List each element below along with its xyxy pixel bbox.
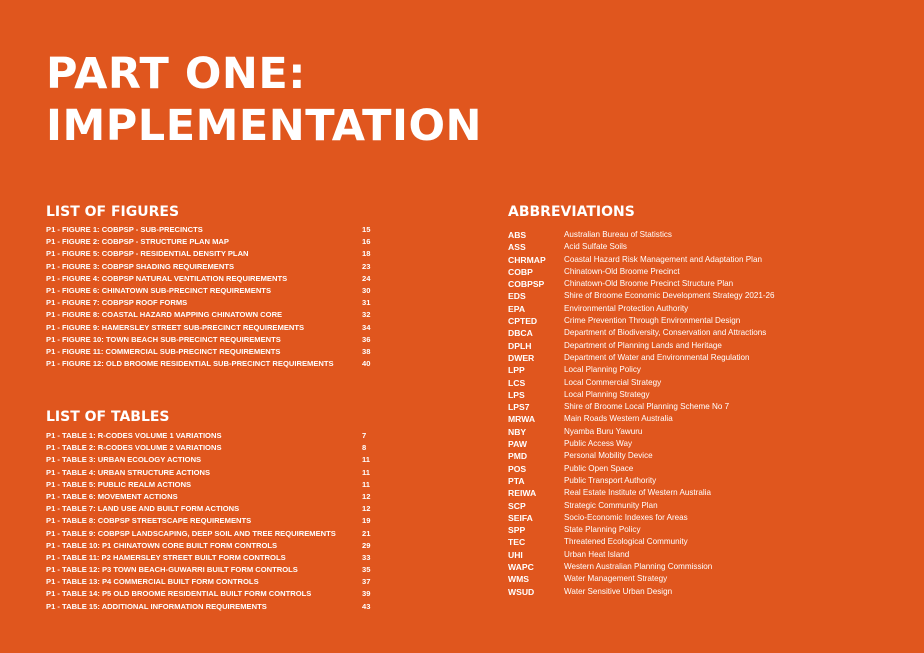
abbreviation-definition: Western Australian Planning Commission: [564, 562, 713, 572]
figure-entry-page-number: 15: [362, 225, 371, 234]
table-entry-page-number: 12: [362, 491, 371, 501]
abbreviation-row: [508, 303, 808, 315]
abbreviation-code: LCS: [508, 377, 526, 388]
figure-entry-page-number: 30: [362, 285, 371, 295]
abbreviation-definition: Local Planning Strategy: [564, 389, 650, 399]
abbreviation-row: [508, 254, 808, 266]
abbreviation-definition: Chinatown-Old Broome Precinct: [564, 266, 680, 276]
abbreviations-list: [508, 229, 808, 598]
table-entry[interactable]: [46, 528, 378, 540]
table-entry-label: P1 - TABLE 7: LAND USE AND BUILT FORM ACTIONS: [46, 504, 240, 514]
figure-entry-page-number: 40: [362, 359, 371, 369]
table-entry-page-number: 11: [362, 455, 371, 465]
figure-entry-page-number: 23: [362, 261, 371, 271]
abbreviation-row: [508, 229, 808, 241]
table-entry[interactable]: [46, 515, 378, 527]
table-entry-label: P1 - TABLE 15: ADDITIONAL INFORMATION REQUIREMENTS: [46, 601, 267, 611]
figure-entry[interactable]: [46, 309, 378, 321]
table-entry[interactable]: [46, 430, 378, 442]
figure-entry-label: P1 - FIGURE 2: COBPSP - STRUCTURE PLAN MAP: [46, 237, 229, 247]
abbreviation-code: WAPC: [508, 562, 534, 573]
abbreviation-definition: Urban Heat Island: [564, 549, 630, 559]
abbreviation-definition: Shire of Broome Economic Development Strategy 2021-26: [564, 291, 775, 301]
figure-entry-label: P1 - FIGURE 11: COMMERCIAL SUB-PRECINCT REQUIREMENTS: [46, 346, 281, 356]
figure-entry-page-number: 34: [362, 322, 371, 332]
abbreviation-code: MRWA: [508, 414, 536, 425]
abbreviation-code: PAW: [508, 439, 527, 450]
abbreviation-code: TEC: [508, 537, 526, 548]
table-entry-page-number: 12: [362, 504, 371, 514]
table-entry[interactable]: [46, 552, 378, 564]
list-of-figures: [46, 224, 378, 370]
figure-entry-page-number: 24: [362, 273, 371, 283]
abbreviation-row: [508, 450, 808, 462]
figure-entry-label: P1 - FIGURE 1: COBPSP - SUB-PRECINCTS: [46, 225, 203, 234]
table-entry-page-number: 7: [362, 431, 367, 440]
abbreviation-definition: Strategic Community Plan: [564, 500, 658, 510]
table-entry[interactable]: [46, 564, 378, 576]
abbreviation-code: ASS: [508, 242, 526, 253]
figure-entry[interactable]: [46, 346, 378, 358]
abbreviation-definition: Public Transport Authority: [564, 475, 657, 485]
figure-entry-page-number: 38: [362, 346, 371, 356]
abbreviation-code: DWER: [508, 352, 535, 363]
table-entry-page-number: 19: [362, 516, 371, 526]
abbreviation-row: [508, 500, 808, 512]
abbreviation-row: [508, 389, 808, 401]
table-entry[interactable]: [46, 491, 378, 503]
abbreviation-definition: Australian Bureau of Statistics: [564, 230, 672, 239]
table-entry-page-number: 37: [362, 577, 371, 587]
abbreviation-definition: Coastal Hazard Risk Management and Adaptation Plan: [564, 254, 762, 264]
figure-entry[interactable]: [46, 297, 378, 309]
figure-entry-page-number: 18: [362, 249, 371, 259]
abbreviation-code: SPP: [508, 525, 526, 536]
abbreviation-code: CHRMAP: [508, 254, 546, 265]
table-entry[interactable]: [46, 503, 378, 515]
abbreviation-row: [508, 561, 808, 573]
table-entry-page-number: 29: [362, 540, 371, 550]
abbreviation-row: [508, 536, 808, 548]
abbreviation-definition: Water Sensitive Urban Design: [564, 586, 673, 596]
abbreviation-code: COBPSP: [508, 279, 545, 290]
abbreviation-definition: Local Commercial Strategy: [564, 377, 662, 387]
figure-entry[interactable]: [46, 224, 378, 236]
abbreviation-code: WSUD: [508, 586, 535, 597]
abbreviation-row: [508, 315, 808, 327]
abbreviation-definition: Real Estate Institute of Western Australia: [564, 488, 711, 498]
figure-entry-label: P1 - FIGURE 10: TOWN BEACH SUB-PRECINCT REQUIREMENTS: [46, 334, 281, 344]
table-entry-label: P1 - TABLE 4: URBAN STRUCTURE ACTIONS: [46, 467, 211, 477]
figure-entry-label: P1 - FIGURE 7: COBPSP ROOF FORMS: [46, 298, 188, 308]
list-of-tables: [46, 430, 378, 613]
abbreviation-row: [508, 586, 808, 598]
figure-entry-label: P1 - FIGURE 5: COBPSP - RESIDENTIAL DENSITY PLAN: [46, 249, 249, 259]
abbreviation-row: [508, 573, 808, 585]
list-of-figures-heading: LIST OF FIGURES: [46, 204, 180, 220]
table-entry[interactable]: [46, 454, 378, 466]
table-entry[interactable]: [46, 479, 378, 491]
table-entry-page-number: 11: [362, 467, 371, 477]
abbreviation-definition: Environmental Protection Authority: [564, 303, 689, 313]
abbreviation-code: DPLH: [508, 340, 532, 351]
table-entry-page-number: 39: [362, 589, 371, 599]
table-entry-page-number: 8: [362, 443, 367, 453]
abbreviation-definition: Department of Water and Environmental Regulation: [564, 352, 750, 362]
table-entry[interactable]: [46, 576, 378, 588]
abbreviations-heading: ABBREVIATIONS: [508, 204, 635, 220]
abbreviation-definition: Public Access Way: [564, 439, 633, 449]
abbreviation-definition: Chinatown-Old Broome Precinct Structure Plan: [564, 279, 734, 289]
abbreviation-definition: Threatened Ecological Community: [564, 537, 688, 547]
abbreviation-row: [508, 475, 808, 487]
abbreviation-definition: Crime Prevention Through Environmental Design: [564, 316, 741, 326]
abbreviation-code: POS: [508, 463, 527, 474]
table-entry-label: P1 - TABLE 9: COBPSP LANDSCAPING, DEEP SOIL AND TREE REQUIREMENTS: [46, 528, 336, 538]
table-entry-page-number: 21: [362, 528, 371, 538]
abbreviation-row: [508, 512, 808, 524]
abbreviation-definition: Public Open Space: [564, 463, 634, 473]
abbreviation-code: CPTED: [508, 316, 538, 327]
table-entry-page-number: 43: [362, 601, 371, 611]
figure-entry-page-number: 16: [362, 237, 371, 247]
abbreviation-definition: Acid Sulfate Soils: [564, 242, 627, 252]
table-entry-label: P1 - TABLE 11: P2 HAMERSLEY STREET BUILT FORM CONTROLS: [46, 552, 286, 562]
abbreviation-code: LPP: [508, 365, 525, 376]
abbreviation-definition: Local Planning Policy: [564, 365, 641, 375]
abbreviation-row: [508, 401, 808, 413]
abbreviation-code: SEIFA: [508, 512, 533, 523]
page-title-line-1: PART ONE:: [46, 49, 306, 99]
table-entry-label: P1 - TABLE 3: URBAN ECOLOGY ACTIONS: [46, 455, 202, 465]
abbreviation-code: DBCA: [508, 328, 533, 339]
page-title-line-2: IMPLEMENTATION: [46, 101, 483, 151]
figure-entry[interactable]: [46, 322, 378, 334]
figure-entry-label: P1 - FIGURE 6: CHINATOWN SUB-PRECINCT REQUIREMENTS: [46, 285, 272, 295]
abbreviation-code: EDS: [508, 291, 526, 302]
abbreviation-row: [508, 463, 808, 475]
abbreviation-row: [508, 377, 808, 389]
figure-entry[interactable]: [46, 248, 378, 260]
figure-entry[interactable]: [46, 358, 378, 370]
figure-entry-page-number: 31: [362, 298, 371, 308]
figure-entry-label: P1 - FIGURE 4: COBPSP NATURAL VENTILATION REQUIREMENTS: [46, 273, 288, 283]
figure-entry-label: P1 - FIGURE 9: HAMERSLEY STREET SUB-PRECINCT REQUIREMENTS: [46, 322, 305, 332]
abbreviation-row: [508, 487, 808, 499]
abbreviation-code: REIWA: [508, 488, 537, 499]
figure-entry-label: P1 - FIGURE 8: COASTAL HAZARD MAPPING CHINATOWN CORE: [46, 310, 283, 320]
abbreviation-code: EPA: [508, 303, 526, 314]
abbreviation-definition: Department of Planning Lands and Heritage: [564, 340, 722, 350]
abbreviation-code: COBP: [508, 266, 533, 277]
abbreviation-definition: Personal Mobility Device: [564, 451, 653, 461]
figure-entry-label: P1 - FIGURE 12: OLD BROOME RESIDENTIAL SUB-PRECINCT REQUIREMENTS: [46, 359, 334, 369]
table-entry-label: P1 - TABLE 6: MOVEMENT ACTIONS: [46, 491, 178, 501]
figure-entry[interactable]: [46, 334, 378, 346]
figure-entry[interactable]: [46, 273, 378, 285]
table-entry-label: P1 - TABLE 10: P1 CHINATOWN CORE BUILT FORM CONTROLS: [46, 540, 278, 550]
figure-entry-page-number: 36: [362, 334, 371, 344]
figure-entry-label: P1 - FIGURE 3: COBPSP SHADING REQUIREMENTS: [46, 261, 235, 271]
abbreviation-row: [508, 426, 808, 438]
table-entry-page-number: 33: [362, 552, 371, 562]
abbreviation-code: ABS: [508, 230, 527, 240]
abbreviation-code: PMD: [508, 451, 528, 462]
table-entry-label: P1 - TABLE 8: COBPSP STREETSCAPE REQUIREMENTS: [46, 516, 252, 526]
table-entry[interactable]: [46, 588, 378, 600]
abbreviation-code: LPS: [508, 389, 525, 400]
abbreviation-row: [508, 413, 808, 425]
abbreviation-row: [508, 266, 808, 278]
table-entry-page-number: 11: [362, 479, 371, 489]
page-title: [46, 48, 482, 152]
table-entry-label: P1 - TABLE 12: P3 TOWN BEACH-GUWARRI BUILT FORM CONTROLS: [46, 565, 298, 575]
table-entry[interactable]: [46, 540, 378, 552]
abbreviation-row: [508, 340, 808, 352]
figure-entry[interactable]: [46, 236, 378, 248]
figure-entry[interactable]: [46, 261, 378, 273]
abbreviation-definition: Nyamba Buru Yawuru: [564, 426, 643, 436]
abbreviation-code: SCP: [508, 500, 526, 511]
abbreviation-row: [508, 327, 808, 339]
abbreviation-row: [508, 524, 808, 536]
table-entry[interactable]: [46, 601, 378, 613]
figure-entry-page-number: 32: [362, 310, 371, 320]
abbreviation-code: PTA: [508, 475, 525, 486]
abbreviation-code: NBY: [508, 426, 527, 437]
table-entry-label: P1 - TABLE 13: P4 COMMERCIAL BUILT FORM CONTROLS: [46, 577, 259, 587]
table-entry[interactable]: [46, 442, 378, 454]
abbreviation-row: [508, 241, 808, 253]
abbreviation-definition: Socio-Economic Indexes for Areas: [564, 512, 688, 522]
table-entry[interactable]: [46, 467, 378, 479]
abbreviation-row: [508, 278, 808, 290]
table-entry-label: P1 - TABLE 14: P5 OLD BROOME RESIDENTIAL BUILT FORM CONTROLS: [46, 589, 312, 599]
table-entry-label: P1 - TABLE 1: R-CODES VOLUME 1 VARIATIONS: [46, 431, 222, 440]
abbreviation-row: [508, 290, 808, 302]
figure-entry[interactable]: [46, 285, 378, 297]
abbreviation-code: LPS7: [508, 402, 530, 413]
abbreviation-row: [508, 438, 808, 450]
table-entry-label: P1 - TABLE 5: PUBLIC REALM ACTIONS: [46, 479, 192, 489]
abbreviation-definition: Water Management Strategy: [564, 574, 668, 584]
abbreviation-code: WMS: [508, 574, 530, 585]
abbreviation-row: [508, 352, 808, 364]
abbreviation-definition: State Planning Policy: [564, 525, 641, 535]
table-entry-page-number: 35: [362, 565, 371, 575]
abbreviation-definition: Main Roads Western Australia: [564, 414, 673, 424]
abbreviation-definition: Department of Biodiversity, Conservation and Attractions: [564, 328, 767, 338]
table-entry-label: P1 - TABLE 2: R-CODES VOLUME 2 VARIATIONS: [46, 443, 222, 453]
abbreviation-row: [508, 549, 808, 561]
abbreviation-definition: Shire of Broome Local Planning Scheme No 7: [564, 402, 730, 412]
abbreviation-code: UHI: [508, 549, 523, 560]
abbreviation-row: [508, 364, 808, 376]
list-of-tables-heading: LIST OF TABLES: [46, 409, 170, 425]
